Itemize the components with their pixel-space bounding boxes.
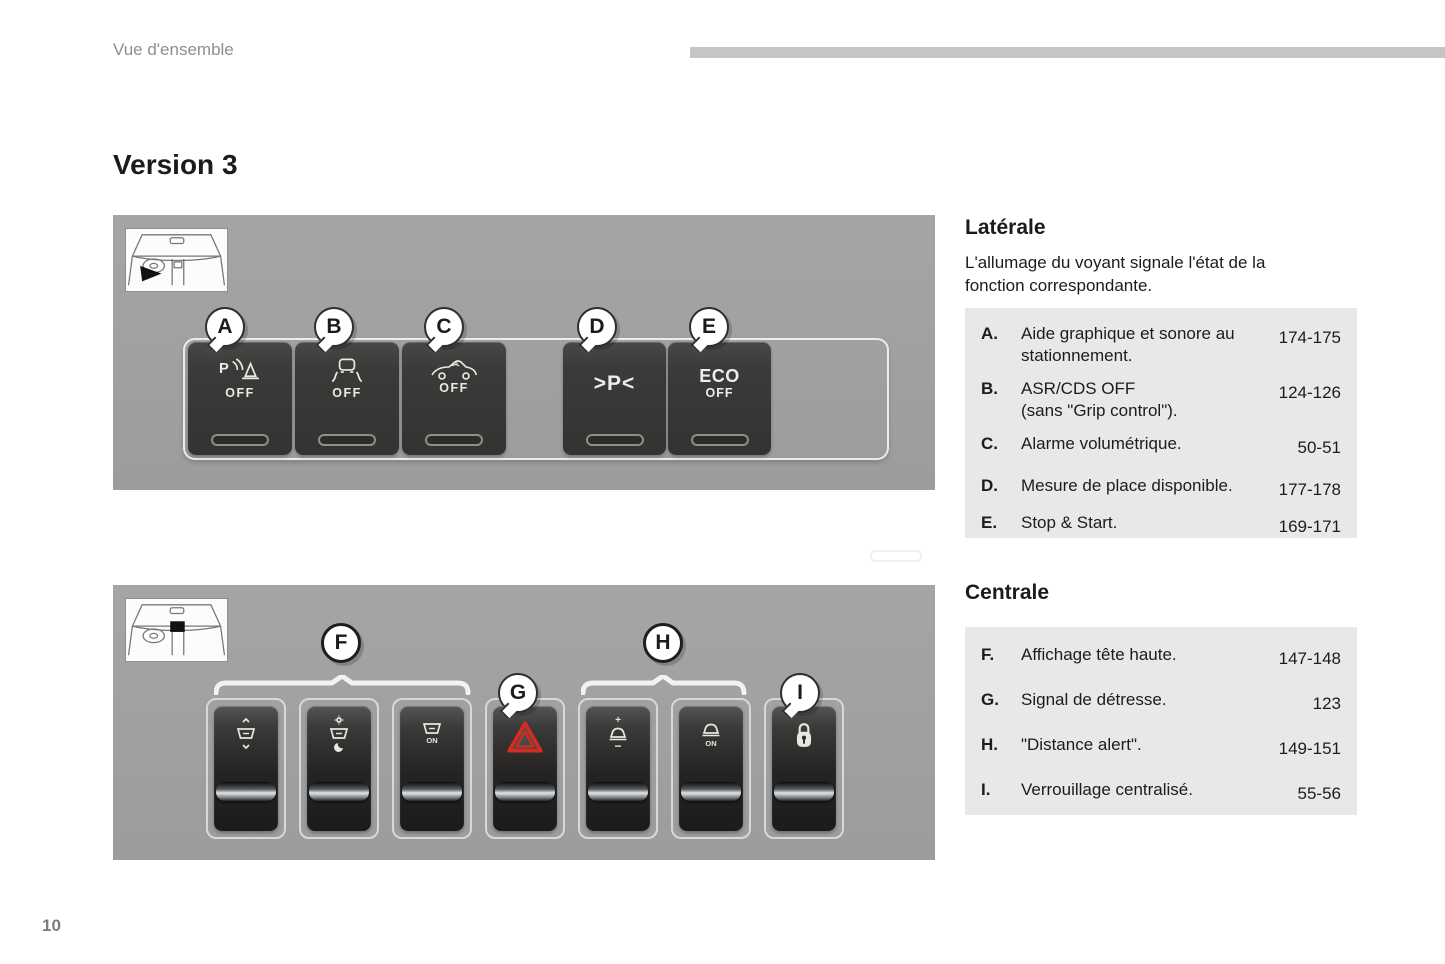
row-key: D. bbox=[981, 476, 998, 495]
row-pages: 55-56 bbox=[1297, 784, 1341, 803]
button-off-label: OFF bbox=[439, 381, 469, 395]
switch-body bbox=[679, 706, 743, 831]
row-text: Stop & Start. bbox=[1021, 513, 1118, 532]
row-key: A. bbox=[981, 324, 998, 343]
badge-letter: D bbox=[589, 315, 605, 338]
row-text: ASR/CDS OFF (sans "Grip control"). bbox=[1021, 379, 1178, 420]
row-text: Mesure de place disponible. bbox=[1021, 476, 1233, 495]
chapter-header: Vue d'ensemble bbox=[113, 40, 234, 59]
lock-icon bbox=[791, 718, 817, 752]
button-indicator-slot bbox=[211, 434, 269, 446]
rocker-bar bbox=[588, 782, 648, 801]
row-pages: 149-151 bbox=[1278, 739, 1341, 758]
table-row bbox=[981, 512, 1341, 538]
hud-on-icon bbox=[417, 715, 447, 753]
dashboard-location-inset bbox=[125, 598, 228, 662]
table-row bbox=[981, 433, 1341, 459]
header-rule bbox=[690, 47, 1445, 58]
table-row bbox=[981, 689, 1341, 715]
table-row bbox=[981, 779, 1341, 805]
row-text: "Distance alert". bbox=[1021, 735, 1142, 754]
row-pages: 147-148 bbox=[1278, 649, 1341, 668]
switch-hazard-warning bbox=[485, 698, 565, 839]
row-text: Verrouillage centralisé. bbox=[1021, 780, 1193, 799]
switch-hud-on bbox=[392, 698, 472, 839]
callout-badge-d bbox=[577, 307, 617, 347]
switch-distance-alert-on bbox=[671, 698, 751, 839]
button-stop-start bbox=[668, 342, 771, 455]
row-pages: 177-178 bbox=[1278, 480, 1341, 499]
row-key: H. bbox=[981, 735, 998, 754]
button-off-label: OFF bbox=[225, 386, 255, 400]
badge-letter: C bbox=[436, 315, 452, 338]
rocker-bar bbox=[495, 782, 555, 801]
park-measure-icon: >P< bbox=[593, 372, 636, 395]
switch-body bbox=[586, 706, 650, 831]
badge-letter: E bbox=[701, 315, 716, 338]
dashboard-central-location-icon bbox=[126, 599, 227, 661]
table-row bbox=[981, 475, 1341, 501]
button-indicator-slot bbox=[691, 434, 749, 446]
switch-hud-brightness bbox=[299, 698, 379, 839]
blank-button-slot bbox=[870, 550, 922, 562]
row-key: C. bbox=[981, 434, 998, 453]
button-indicator-slot bbox=[425, 434, 483, 446]
callout-badge-h bbox=[643, 623, 683, 663]
page-number: 10 bbox=[42, 916, 61, 935]
dashboard-location-inset bbox=[125, 228, 228, 292]
callout-badge-f bbox=[321, 623, 361, 663]
svg-text:+: + bbox=[615, 715, 621, 726]
switch-hud-height bbox=[206, 698, 286, 839]
switch-distance-alert-set bbox=[578, 698, 658, 839]
section-heading-centrale: Centrale bbox=[965, 581, 1050, 604]
hazard-warning-icon bbox=[506, 720, 544, 754]
callout-badge-b bbox=[314, 307, 354, 347]
row-key: G. bbox=[981, 690, 999, 709]
reference-table-centrale bbox=[965, 627, 1357, 815]
row-text: Aide graphique et sonore au stationnement. bbox=[1021, 324, 1235, 365]
button-volumetric-alarm bbox=[402, 342, 506, 455]
row-text: Alarme volumétrique. bbox=[1021, 434, 1182, 453]
row-text: Signal de détresse. bbox=[1021, 690, 1167, 709]
badge-letter: A bbox=[217, 315, 233, 338]
group-bracket-f bbox=[214, 675, 472, 695]
switch-central-locking bbox=[764, 698, 844, 839]
button-indicator-slot bbox=[318, 434, 376, 446]
badge-letter: F bbox=[334, 631, 348, 654]
hud-height-adjust-icon bbox=[231, 715, 261, 753]
badge-letter: B bbox=[326, 315, 342, 338]
page-title: Version 3 bbox=[113, 149, 238, 180]
rocker-bar bbox=[681, 782, 741, 801]
switch-body bbox=[307, 706, 371, 831]
switch-body bbox=[214, 706, 278, 831]
callout-badge-c bbox=[424, 307, 464, 347]
rocker-bar bbox=[309, 782, 369, 801]
row-key: B. bbox=[981, 379, 998, 398]
row-text: Affichage tête haute. bbox=[1021, 645, 1177, 664]
row-key: I. bbox=[981, 780, 991, 799]
button-off-label: OFF bbox=[705, 386, 734, 400]
section-intro: L'allumage du voyant signale l'état de la fonction correspondante. bbox=[965, 253, 1266, 295]
callout-badge-i bbox=[780, 673, 820, 713]
parking-assist-off-icon bbox=[219, 358, 261, 384]
row-pages: 50-51 bbox=[1297, 438, 1341, 457]
badge-letter: I bbox=[797, 681, 803, 704]
rocker-bar bbox=[774, 782, 834, 801]
row-pages: 124-126 bbox=[1278, 383, 1341, 402]
svg-text:−: − bbox=[614, 739, 622, 753]
svg-text:ON: ON bbox=[426, 736, 438, 745]
row-pages: 174-175 bbox=[1278, 328, 1341, 347]
reference-table-laterale bbox=[965, 308, 1357, 538]
table-row bbox=[981, 644, 1341, 670]
distance-alert-set-icon bbox=[603, 715, 633, 753]
callout-badge-a bbox=[205, 307, 245, 347]
button-indicator-slot bbox=[586, 434, 644, 446]
button-asr-off bbox=[295, 342, 399, 455]
asr-cds-off-icon bbox=[328, 358, 366, 384]
badge-letter: G bbox=[509, 681, 527, 704]
group-bracket-h bbox=[581, 675, 748, 695]
button-parking-assist bbox=[188, 342, 292, 455]
row-key: E. bbox=[981, 513, 998, 532]
button-park-measure bbox=[563, 342, 666, 455]
button-off-label: OFF bbox=[332, 386, 362, 400]
switch-body bbox=[400, 706, 464, 831]
badge-letter: H bbox=[655, 631, 671, 654]
rocker-bar bbox=[402, 782, 462, 801]
svg-text:P: P bbox=[219, 361, 229, 378]
switch-body bbox=[772, 706, 836, 831]
location-marker bbox=[170, 621, 185, 632]
volumetric-alarm-off-icon bbox=[429, 358, 479, 382]
rocker-bar bbox=[216, 782, 276, 801]
callout-badge-g bbox=[498, 673, 538, 713]
distance-alert-on-icon bbox=[696, 715, 726, 753]
table-row bbox=[981, 378, 1341, 422]
eco-icon: ECO bbox=[699, 366, 740, 386]
table-row bbox=[981, 734, 1341, 760]
section-heading-laterale: Latérale bbox=[965, 216, 1046, 239]
table-row bbox=[981, 323, 1341, 367]
central-buttons-diagram bbox=[113, 585, 935, 860]
dashboard-lateral-location-icon bbox=[126, 229, 227, 291]
row-pages: 123 bbox=[1312, 694, 1341, 713]
callout-badge-e bbox=[689, 307, 729, 347]
switch-body bbox=[493, 706, 557, 831]
row-key: F. bbox=[981, 645, 995, 664]
hud-brightness-icon bbox=[324, 715, 354, 753]
lateral-buttons-diagram bbox=[113, 215, 935, 490]
svg-text:ON: ON bbox=[705, 739, 717, 748]
row-pages: 169-171 bbox=[1278, 517, 1341, 536]
